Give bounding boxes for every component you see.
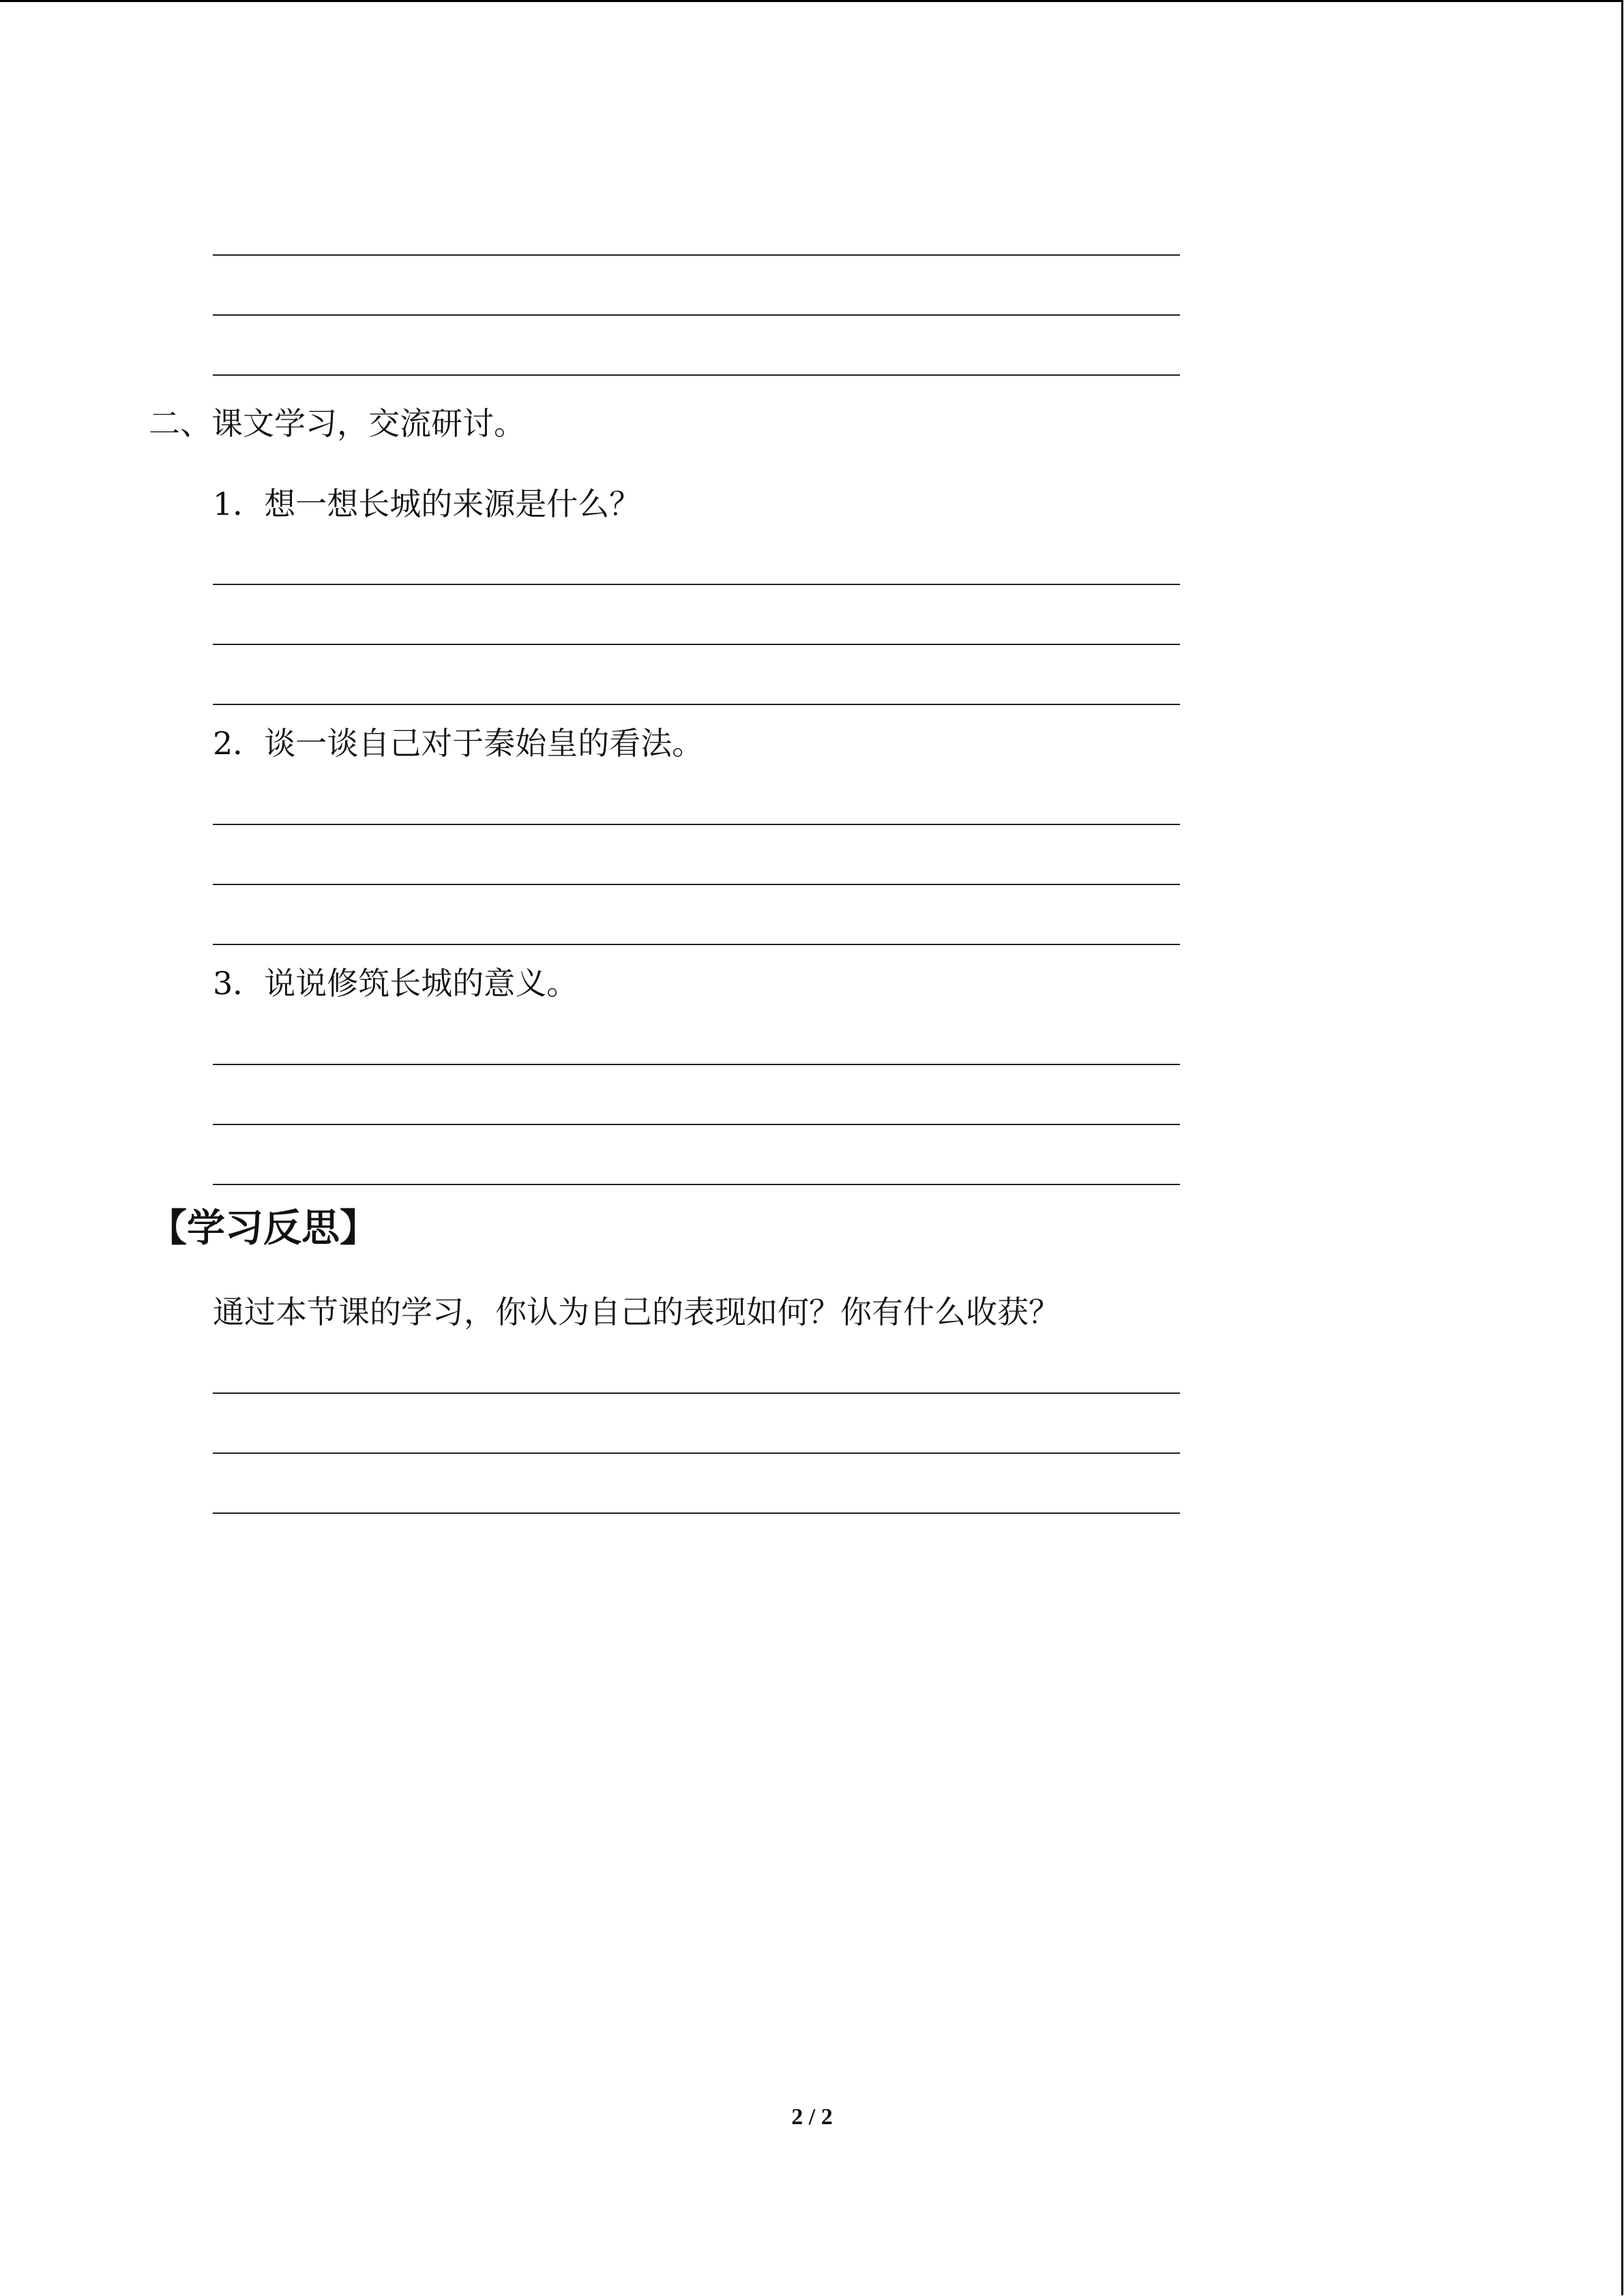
section-title: 二、课文学习，交流研讨。 bbox=[149, 405, 525, 442]
answer-line[interactable] bbox=[213, 314, 1180, 316]
reflection-heading: 【学习反思】 bbox=[149, 1206, 378, 1251]
answer-line[interactable] bbox=[213, 884, 1180, 885]
answer-line[interactable] bbox=[213, 944, 1180, 945]
answer-line[interactable] bbox=[213, 1124, 1180, 1125]
question-3: 3．说说修筑长城的意义。 bbox=[213, 965, 578, 1002]
answer-line[interactable] bbox=[213, 254, 1180, 256]
answer-line[interactable] bbox=[213, 1452, 1180, 1454]
reflection-prompt: 通过本节课的学习，你认为自己的表现如何？你有什么收获？ bbox=[213, 1294, 1060, 1330]
answer-line[interactable] bbox=[213, 824, 1180, 825]
answer-line[interactable] bbox=[213, 584, 1180, 585]
question-1: 1．想一想长城的来源是什么？ bbox=[213, 486, 641, 522]
answer-line[interactable] bbox=[213, 1184, 1180, 1185]
page-number: 2 / 2 bbox=[791, 2104, 833, 2130]
answer-line[interactable] bbox=[213, 1392, 1180, 1394]
answer-line[interactable] bbox=[213, 1512, 1180, 1514]
answer-line[interactable] bbox=[213, 704, 1180, 705]
question-2: 2．谈一谈自己对于秦始皇的看法。 bbox=[213, 725, 704, 762]
answer-line[interactable] bbox=[213, 1064, 1180, 1065]
answer-line[interactable] bbox=[213, 644, 1180, 645]
answer-line[interactable] bbox=[213, 374, 1180, 376]
